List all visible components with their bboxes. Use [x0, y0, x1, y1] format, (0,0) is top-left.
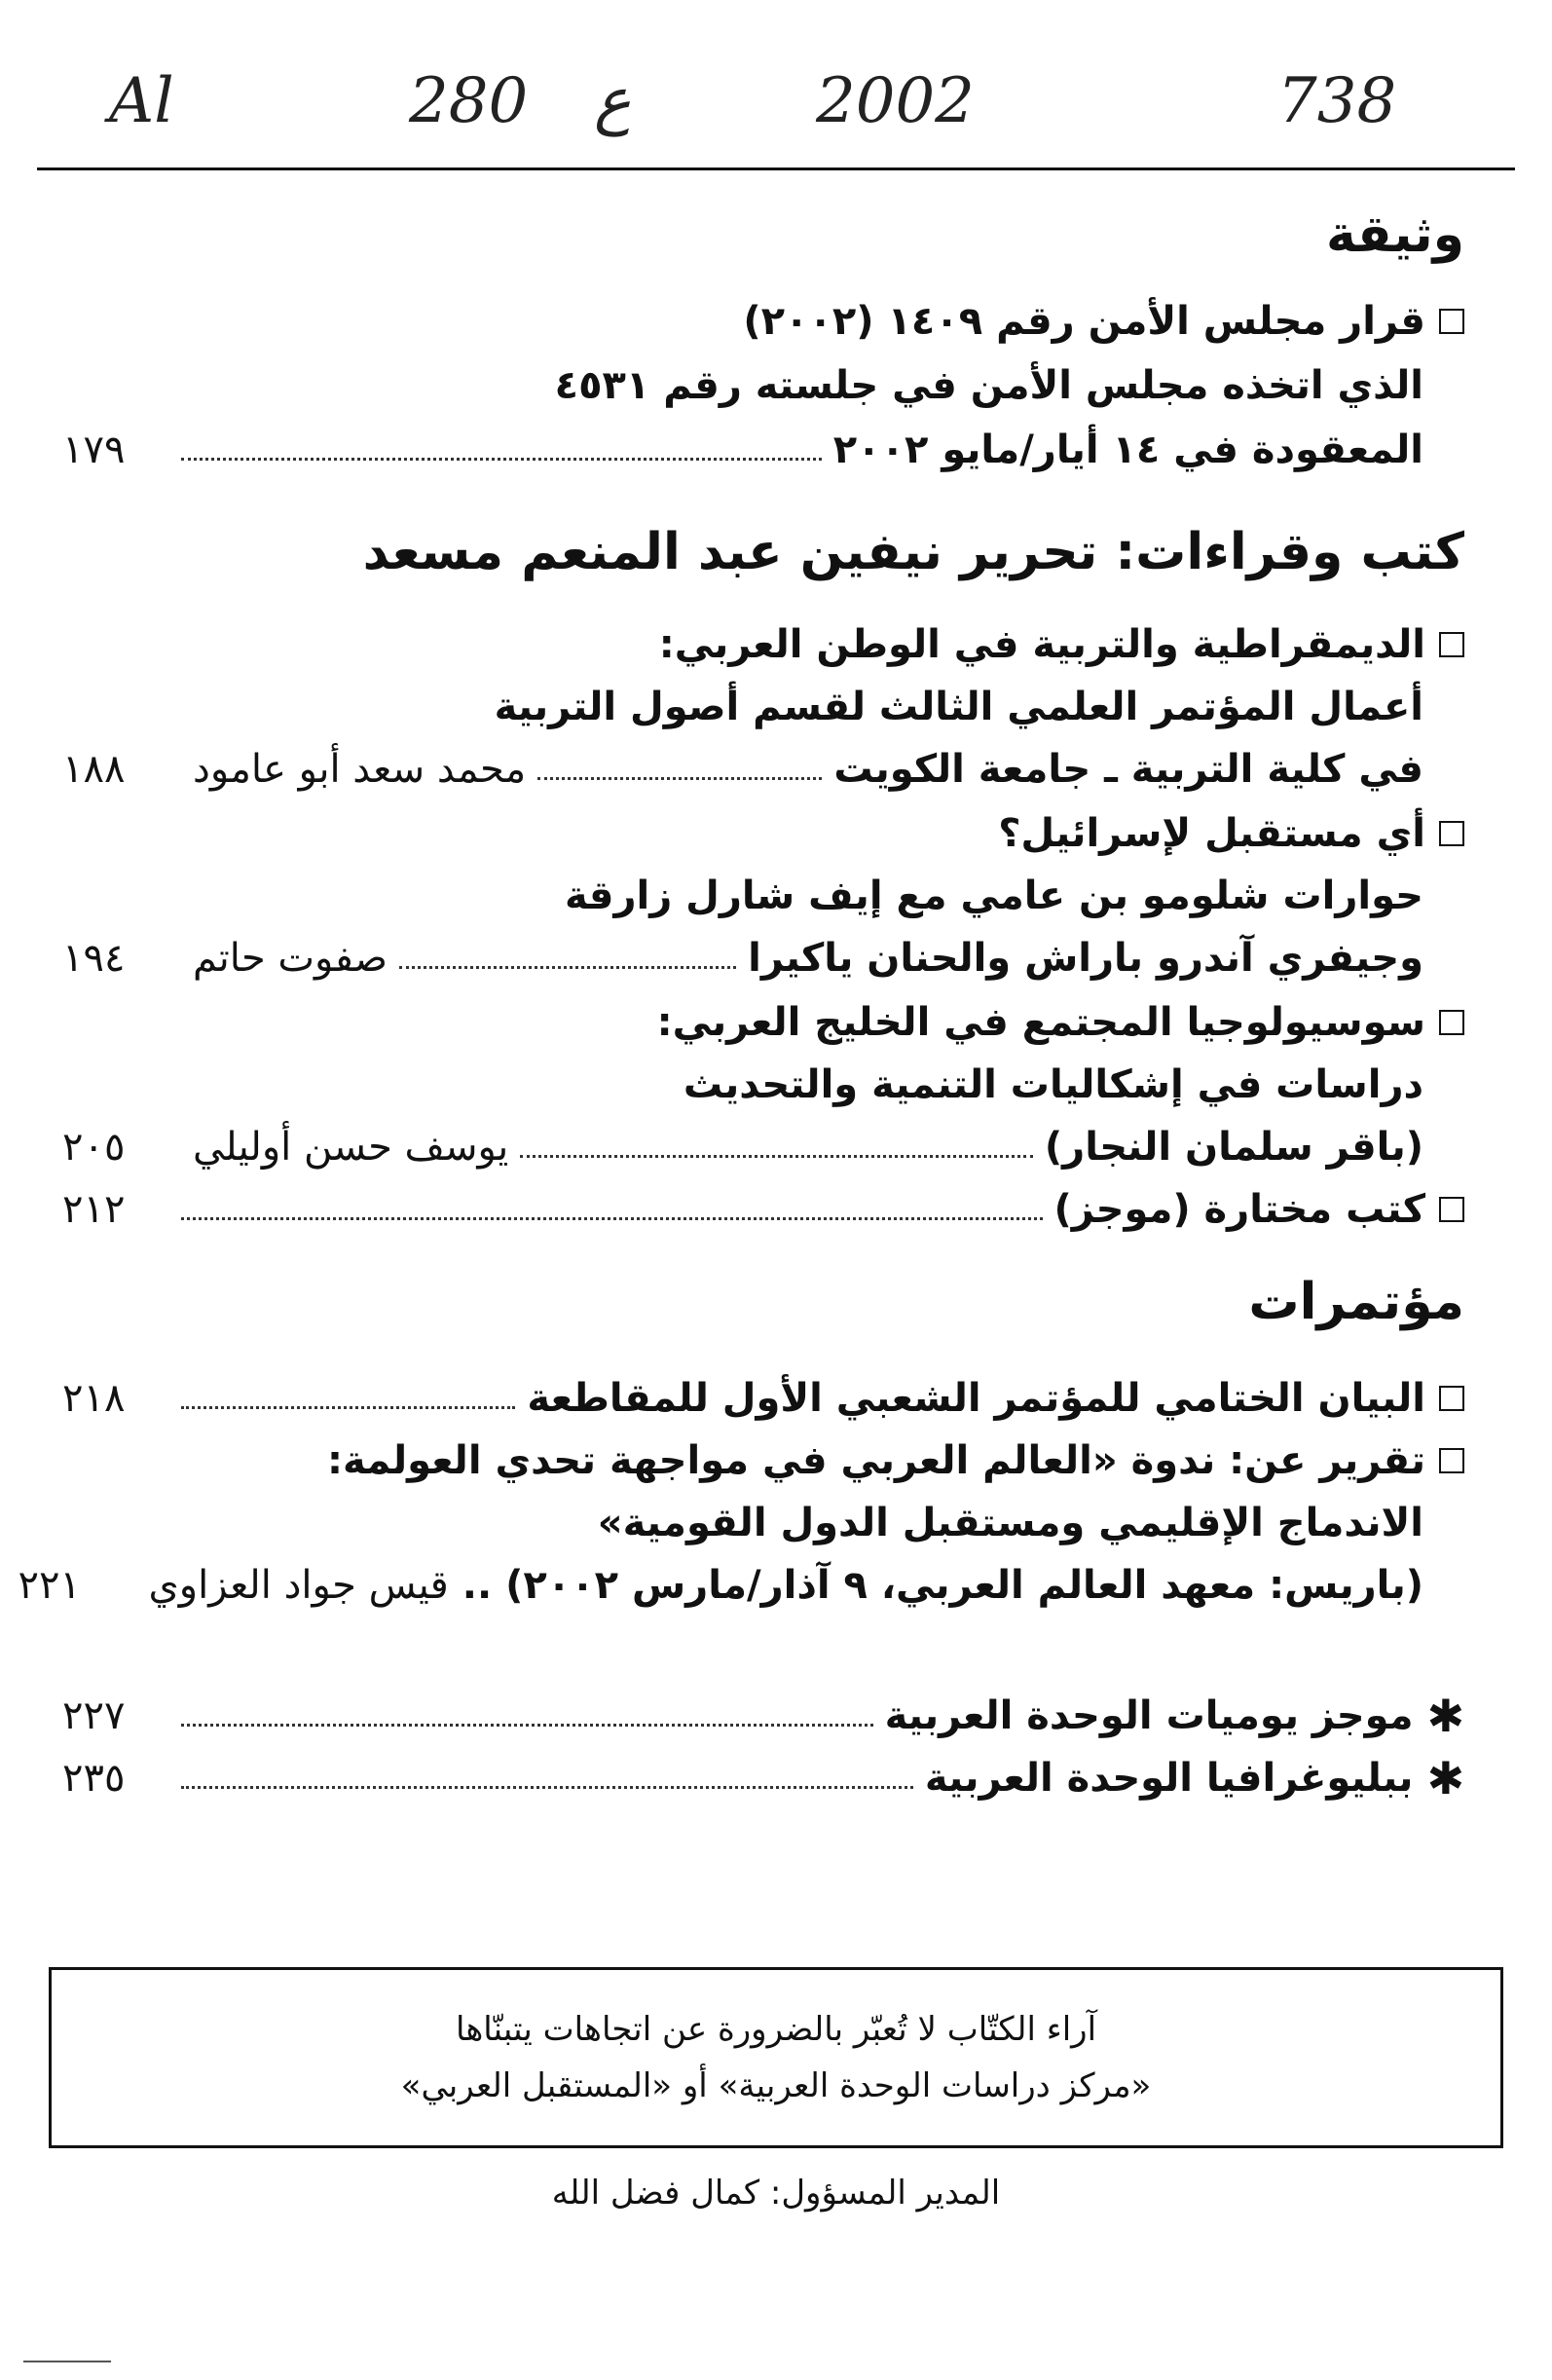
- toc-entry-continuation: [62, 676, 1464, 738]
- checkbox-icon: [1439, 309, 1464, 334]
- page-number: ٢٣٥: [62, 1756, 126, 1801]
- disclaimer-line: «مركز دراسات الوحدة العربية» أو «المستقبل العربي»: [400, 2066, 1152, 2105]
- entry-line: تقرير عن: ندوة «العالم العربي في مواجهة تحدي العولمة:: [327, 1438, 1425, 1483]
- checkbox-icon: [1439, 1010, 1464, 1035]
- toc-entry-continuation: [62, 927, 1464, 989]
- toc-entry-continuation: [62, 865, 1464, 927]
- author-name: محمد سعد أبو عامود: [193, 747, 527, 792]
- checkbox-icon: [1439, 1197, 1464, 1222]
- starred-entry[interactable]: [62, 1685, 1464, 1747]
- section-title-books: كتب وقراءات: تحرير نيفين عبد المنعم مسعد: [362, 523, 1464, 581]
- entry-line: البيان الختامي للمؤتمر الشعبي الأول للمقاطعة: [527, 1376, 1425, 1421]
- entry-line: وجيفري آندرو باراش والحنان ياكيرا: [748, 936, 1423, 981]
- entry-line: موجز يوميات الوحدة العربية: [884, 1693, 1414, 1738]
- section-title-conferences: مؤتمرات: [1248, 1273, 1464, 1331]
- page-number: ٢٢٧: [62, 1693, 126, 1738]
- entry-line: في كلية التربية ـ جامعة الكويت: [833, 747, 1423, 792]
- entry-line: الديمقراطية والتربية في الوطن العربي:: [658, 622, 1425, 667]
- entry-line: ببليوغرافيا الوحدة العربية: [924, 1756, 1414, 1801]
- toc-entry[interactable]: [62, 1178, 1464, 1241]
- handwritten-number: 280: [409, 65, 529, 137]
- dot-leader: [181, 1406, 515, 1409]
- entry-line: المعقودة في ١٤ أيار/مايو ٢٠٠٢: [832, 428, 1423, 472]
- toc-entry[interactable]: [62, 1430, 1464, 1492]
- disclaimer-box: [49, 1967, 1503, 2148]
- entry-line: الذي اتخذه مجلس الأمن في جلسته رقم ٤٥٣١: [554, 363, 1423, 408]
- toc-entry[interactable]: [62, 1367, 1464, 1430]
- header-rule: [37, 167, 1515, 170]
- toc-entry-continuation: [62, 1054, 1464, 1116]
- dot-leader: [181, 1786, 913, 1789]
- toc-entry-continuation: [62, 1492, 1464, 1554]
- entry-line: الاندماج الإقليمي ومستقبل الدول القومية»: [597, 1501, 1423, 1545]
- entry-line: سوسيولوجيا المجتمع في الخليج العربي:: [656, 1000, 1425, 1045]
- toc-entry-continuation: [62, 1116, 1464, 1178]
- author-name: صفوت حاتم: [193, 936, 388, 981]
- checkbox-icon: [1439, 1386, 1464, 1411]
- disclaimer-line: آراء الكتّاب لا تُعبّر بالضرورة عن اتجاهات يتبنّاها: [455, 2010, 1097, 2049]
- page-number: ٢١٢: [62, 1187, 126, 1232]
- entry-line: أي مستقبل لإسرائيل؟: [998, 811, 1425, 856]
- checkbox-icon: [1439, 632, 1464, 657]
- handwritten-year: 2002: [816, 65, 975, 137]
- entry-line: أعمال المؤتمر العلمي الثالث لقسم أصول التربية: [494, 685, 1423, 729]
- toc-entry[interactable]: [62, 614, 1464, 676]
- starred-entry[interactable]: [62, 1747, 1464, 1809]
- managing-editor: المدير المسؤول: كمال فضل الله: [551, 2174, 1001, 2213]
- handwritten-page-ref: 738: [1277, 65, 1397, 137]
- dot-leader: [537, 777, 822, 780]
- asterisk-icon: ✱: [1426, 1690, 1464, 1742]
- page-number: ١٨٨: [62, 747, 126, 792]
- toc-entry[interactable]: [62, 991, 1464, 1054]
- checkbox-icon: [1439, 821, 1464, 846]
- dot-leader: [399, 966, 736, 969]
- dot-leader: [181, 458, 822, 461]
- entry-line: دراسات في إشكاليات التنمية والتحديث: [683, 1062, 1423, 1107]
- entry-line: حوارات شلومو بن عامي مع إيف شارل زارقة: [565, 874, 1423, 918]
- dot-leader: [181, 1217, 1043, 1220]
- entry-line: كتب مختارة (موجز): [1053, 1187, 1425, 1232]
- page-number: ٢١٨: [62, 1376, 126, 1421]
- footer-mark: [23, 2361, 111, 2362]
- section-title-document: وثيقة: [1325, 205, 1464, 264]
- toc-entry-continuation: [62, 738, 1464, 800]
- entry-line: (باريس: معهد العالم العربي، ٩ آذار/مارس ٢٠٠٢) ..: [462, 1563, 1423, 1608]
- author-name: قيس جواد العزاوي: [148, 1563, 449, 1608]
- page-number: ٢٠٥: [62, 1125, 126, 1170]
- dot-leader: [181, 1724, 873, 1727]
- asterisk-icon: ✱: [1426, 1752, 1464, 1804]
- handwritten-letter: ع: [594, 65, 632, 137]
- entry-line: قرار مجلس الأمن رقم ١٤٠٩ (٢٠٠٢): [743, 299, 1425, 344]
- author-name: يوسف حسن أوليلي: [193, 1125, 509, 1170]
- toc-entry[interactable]: [62, 802, 1464, 865]
- page-number: ١٧٩: [62, 428, 126, 472]
- page-number: ١٩٤: [62, 936, 126, 981]
- toc-entry-continuation: [62, 354, 1464, 417]
- page-number: ٢٢١: [18, 1563, 81, 1608]
- toc-entry-continuation: [62, 419, 1464, 481]
- dot-leader: [520, 1155, 1033, 1158]
- toc-entry[interactable]: [62, 290, 1464, 353]
- checkbox-icon: [1439, 1448, 1464, 1473]
- handwritten-code: Al: [109, 65, 174, 137]
- entry-line: (باقر سلمان النجار): [1044, 1125, 1423, 1170]
- toc-entry-continuation: [18, 1554, 1464, 1617]
